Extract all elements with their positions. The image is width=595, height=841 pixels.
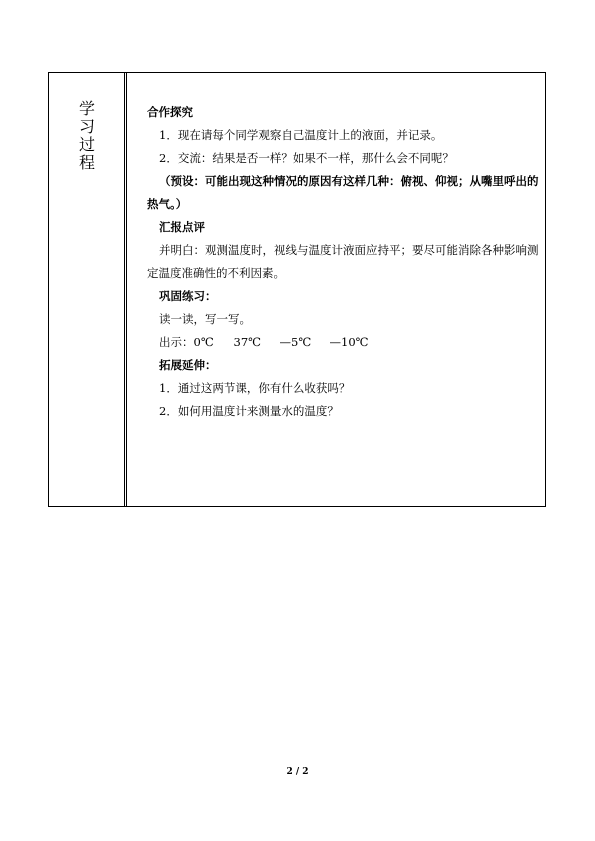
label-cell bbox=[49, 73, 124, 506]
column-divider bbox=[124, 73, 125, 506]
temp-value: 0℃ bbox=[193, 335, 214, 349]
temp-value: —10℃ bbox=[329, 335, 369, 349]
report-text: 并明白：观测温度时，视线与温度计液面应持平；要尽可能消除各种影响测定温度准确性的不利因素。 bbox=[147, 243, 539, 280]
extend-item-1: 1．通过这两节课，你有什么收获吗？ bbox=[159, 381, 351, 395]
practice-instruction: 读一读，写一写。 bbox=[159, 312, 251, 326]
column-divider-double bbox=[126, 73, 127, 506]
extend-heading: 拓展延伸： bbox=[159, 358, 217, 372]
page-number: 2 / 2 bbox=[286, 767, 309, 777]
cell-label: 学习过程 bbox=[78, 99, 95, 172]
practice-heading: 巩固练习： bbox=[159, 289, 217, 303]
explore-item-2: 2．交流：结果是否一样？如果不一样，那什么会不同呢？ bbox=[159, 151, 454, 165]
temperature-list bbox=[147, 331, 539, 354]
temp-value: 37℃ bbox=[233, 335, 261, 349]
hypothesis-text: （预设：可能出现这种情况的原因有这样几种：俯视、仰视；从嘴里呼出的热气。） bbox=[147, 174, 539, 211]
content-cell bbox=[147, 101, 539, 423]
report-heading: 汇报点评 bbox=[159, 220, 205, 234]
extend-item-2: 2．如何用温度计来测量水的温度？ bbox=[159, 404, 339, 418]
explore-heading: 合作探究 bbox=[147, 105, 193, 119]
temp-value: —5℃ bbox=[279, 335, 312, 349]
lesson-table bbox=[48, 72, 546, 507]
show-label: 出示： bbox=[159, 335, 194, 349]
explore-item-1: 1．现在请每个同学观察自己温度计上的液面，并记录。 bbox=[159, 128, 443, 142]
